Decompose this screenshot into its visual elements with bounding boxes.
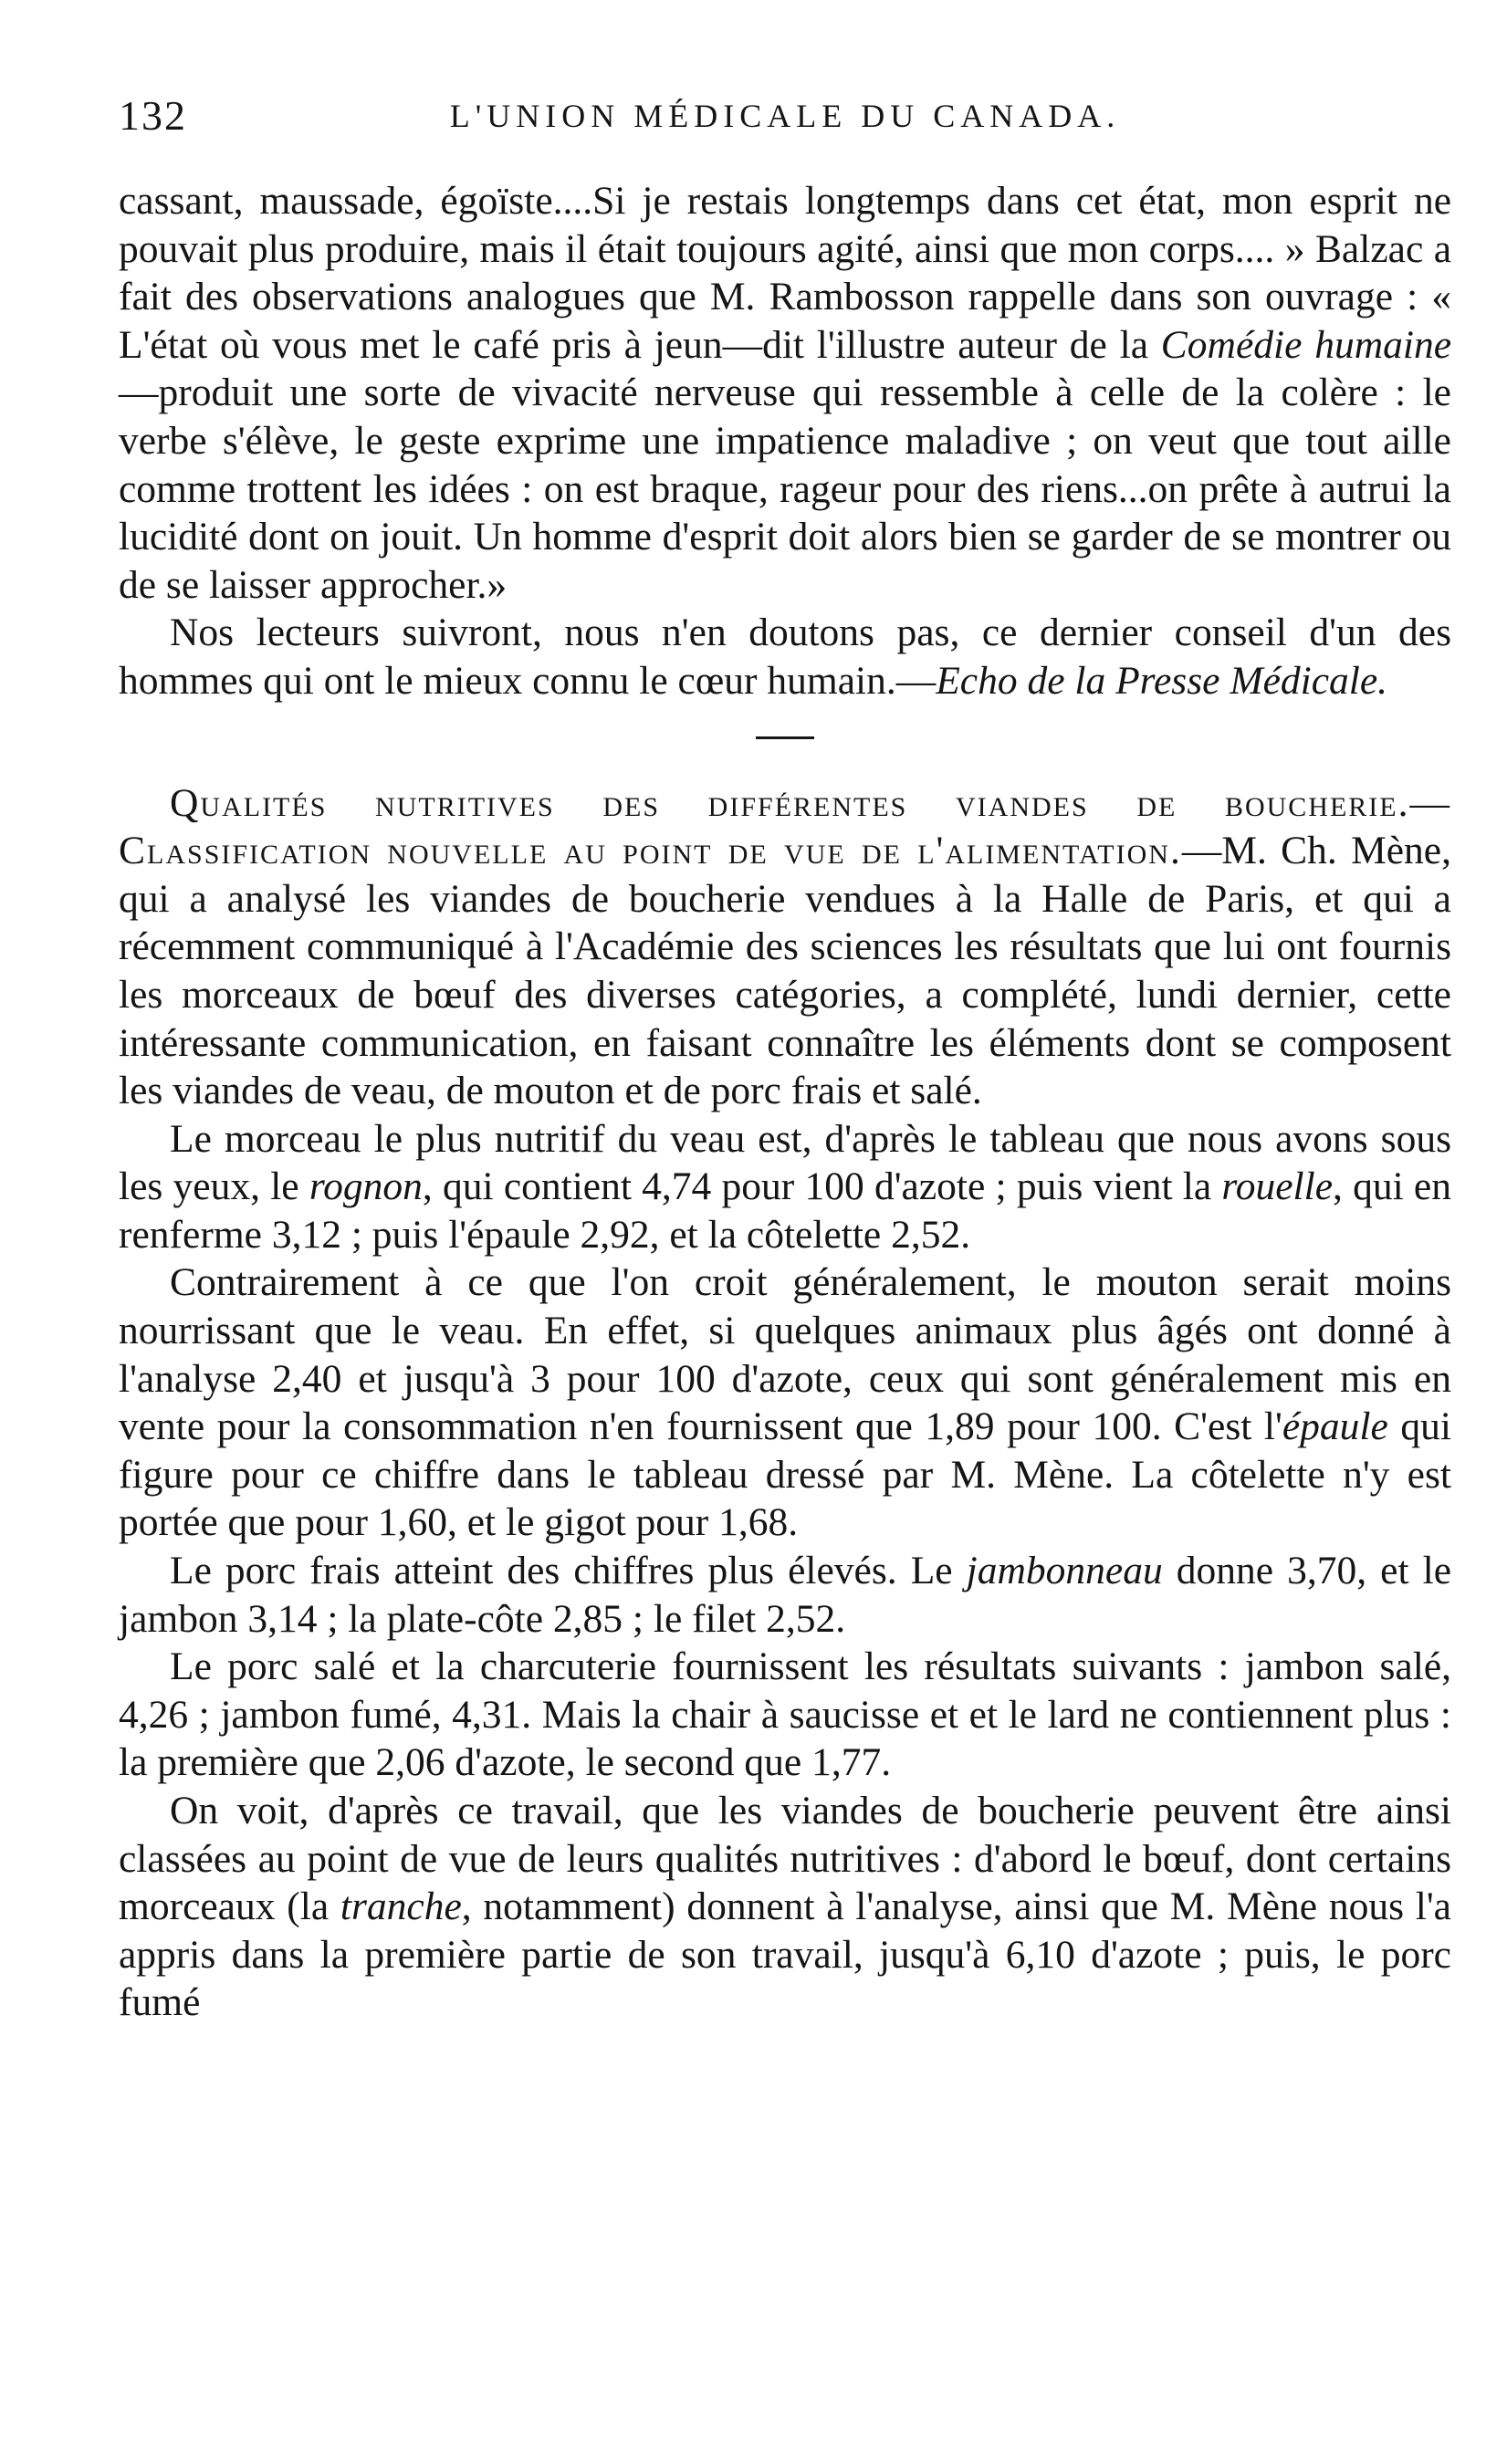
- text-run: On voit, d'après ce travail, que les viandes de boucherie peuvent être ainsi classées au point de vue de leurs qualités nutritives : d'abord le bœuf, dont certains morceaux (la: [119, 1789, 1451, 1929]
- paragraph-mouton: [119, 1258, 1451, 1547]
- text-run: donne 3,70, et le jambon 3,14 ; la plate-côte 2,85 ; le filet 2,52.: [119, 1549, 1452, 1641]
- italic-run: épaule: [1282, 1404, 1388, 1449]
- article-text: [119, 177, 1451, 2027]
- text-run: Le morceau le plus nutritif du veau est, d'après le tableau que nous avons sous les yeux, le: [119, 1116, 1451, 1209]
- text-run: , qui en renferme 3,12 ; puis l'épaule 2,92, et la côtelette 2,52.: [119, 1164, 1451, 1257]
- section-title: Qualités nutritives des différentes viandes de boucherie.—Classification nouvelle au point de vue de l'alimentation.: [119, 780, 1451, 873]
- paragraph-conclusion: [119, 609, 1451, 705]
- italic-run: Comédie humaine: [1160, 322, 1451, 367]
- italic-run: rouelle: [1221, 1164, 1334, 1209]
- section-divider: [756, 736, 814, 739]
- page-number: 132: [119, 92, 187, 139]
- italic-run: rognon: [309, 1164, 423, 1209]
- paragraph-classification: [119, 1787, 1451, 2027]
- text-run: Contrairement à ce que l'on croit généralement, le mouton serait moins nourrissant que le veau. En effet, si quelques animaux plus âgés ont donné à l'analyse 2,40 et jusqu'à 3 pour 100 d'azote, ceux qui sont généralement mis en vente pour la consommation n'en fournissent que 1,89 pour 100. C'est l': [119, 1260, 1451, 1449]
- text-run: —M. Ch. Mène, qui a analysé les viandes de boucherie vendues à la Halle de Paris, et qui a récemment communiqué à l'Académie des sciences les résultats que lui ont fournis les morceaux de bœuf des diverses catégories, a complété, lundi dernier, cette intéressante communication, en faisant connaître les éléments dont se composent les viandes de veau, de mouton et de porc frais et salé.: [119, 829, 1451, 1113]
- paragraph-porc-sale: [119, 1643, 1451, 1787]
- text-run: Nos lecteurs suivront, nous n'en doutons pas, ce dernier conseil d'un des hommes qui ont le mieux connu le cœur humain.—: [119, 611, 1451, 703]
- text-run: Le porc salé et la charcuterie fournissent les résultats suivants : jambon salé, 4,26 ; jambon fumé, 4,31. Mais la chair à saucisse et et le lard ne contiennent plus : la première que 2,06 d'azote, le second que 1,77.: [119, 1644, 1451, 1785]
- paragraph-porc-frais: [119, 1547, 1451, 1643]
- text-run: , qui contient 4,74 pour 100 d'azote ; puis vient la: [422, 1164, 1222, 1209]
- journal-title: L'UNION MÉDICALE DU CANADA.: [449, 98, 1121, 134]
- text-run: , notamment) donnent à l'analyse, ainsi que M. Mène nous l'a appris dans la première partie de son travail, jusqu'à 6,10 d'azote ; puis, le porc fumé: [119, 1885, 1451, 2025]
- italic-run: jambonneau: [966, 1549, 1163, 1593]
- text-run: —produit une sorte de vivacité nerveuse qui ressemble à celle de la colère : le verbe s'élève, le geste exprime une impatience maladive ; on veut que tout aille comme trottent les idées : on est braque, rageur pour des riens...on prête à autrui la lucidité dont on jouit. Un homme d'esprit doit alors bien se garder de se montrer ou de se laisser approcher.»: [119, 371, 1451, 607]
- italic-run: Echo de la Presse Médicale.: [936, 658, 1388, 703]
- text-run: cassant, maussade, égoïste....Si je restais longtemps dans cet état, mon esprit ne pouvait plus produire, mais il était toujours agité, ainsi que mon corps.... » Balzac a fait des observations analogues que M. Rambosson rappelle dans son ouvrage : « L'état où vous met le café pris à jeun—dit l'illustre auteur de la: [119, 179, 1451, 367]
- paragraph-balzac-quote: [119, 177, 1451, 609]
- page: [119, 91, 1451, 2427]
- running-head: [119, 91, 1451, 146]
- text-run: Le porc frais atteint des chiffres plus élevés. Le: [170, 1549, 967, 1593]
- italic-run: tranche: [340, 1885, 462, 1929]
- paragraph-veau: [119, 1115, 1451, 1259]
- text-run: qui figure pour ce chiffre dans le tableau dressé par M. Mène. La côtelette n'y est portée que pour 1,60, et le gigot pour 1,68.: [119, 1404, 1451, 1545]
- section-heading-paragraph: [119, 779, 1451, 1115]
